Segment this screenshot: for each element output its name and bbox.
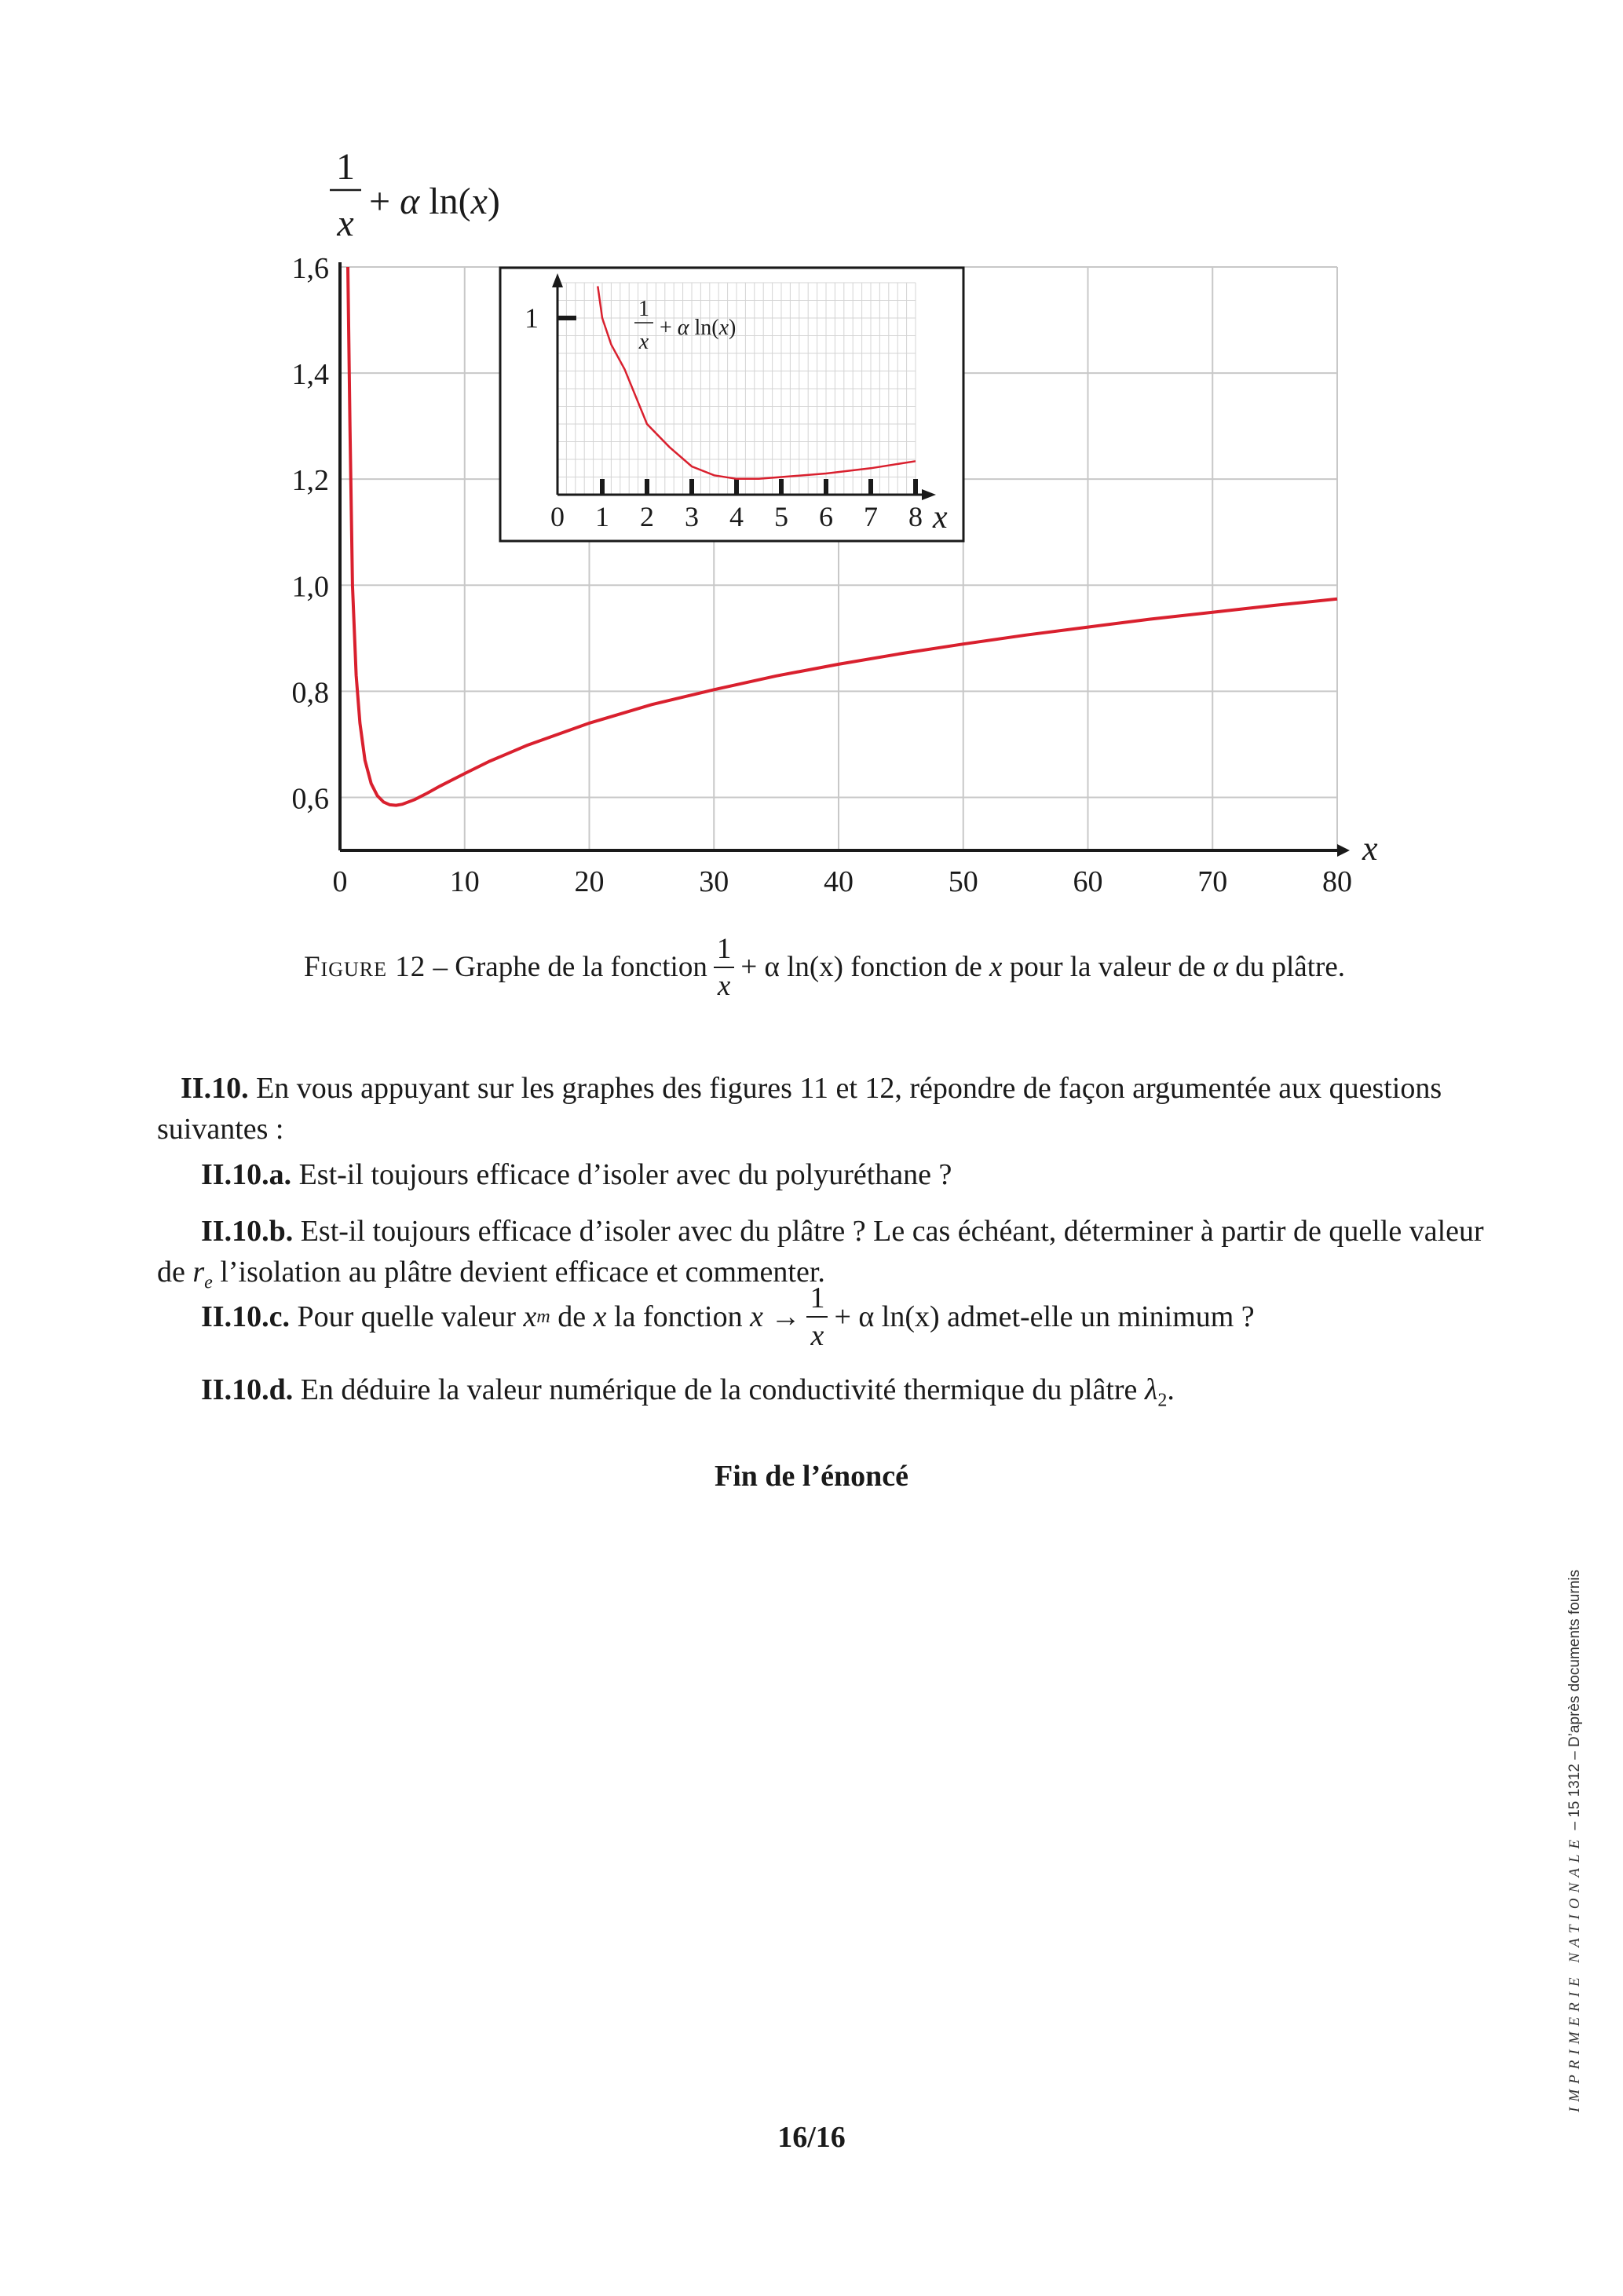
question-number: II.10. xyxy=(181,1072,249,1105)
inset-x-tick-label: 5 xyxy=(774,501,788,532)
question-expr: + α ln(x) xyxy=(834,1300,940,1333)
question-text-4: admet-elle un minimum ? xyxy=(947,1300,1255,1333)
x-tick-label: 30 xyxy=(699,865,729,898)
inset-x-tick-label: 8 xyxy=(908,501,923,532)
question-text-cont: l’isolation au plâtre devient efficace et commenter. xyxy=(220,1256,825,1289)
inset-x-tick-label: 0 xyxy=(550,501,565,532)
inset-title-frac-num: 1 xyxy=(638,297,649,321)
question-ii-10 xyxy=(157,1068,1484,1150)
inset-x-tick-label: 6 xyxy=(819,501,833,532)
caption-expr: + α ln(x) xyxy=(740,951,844,983)
frac-den: x xyxy=(810,1319,824,1352)
caption-frac-num: 1 xyxy=(714,934,735,968)
caption-var-alpha: α xyxy=(1212,951,1229,983)
var-xm: x xyxy=(523,1300,537,1333)
inset-frame xyxy=(500,268,963,541)
x-tick-label: 20 xyxy=(574,865,605,898)
inset-x-tick-label: 7 xyxy=(864,501,878,532)
question-text-3: la fonction xyxy=(614,1300,743,1333)
figure-12-chart xyxy=(0,0,1623,1021)
caption-text-mid: fonction de xyxy=(850,951,982,983)
main-y-axis-title xyxy=(330,146,500,244)
frac-num: 1 xyxy=(806,1283,828,1318)
main-x-axis-label: x xyxy=(1362,829,1378,868)
question-ii-10-c xyxy=(201,1283,1489,1351)
x-tick-label: 60 xyxy=(1073,865,1103,898)
var-x: x xyxy=(593,1300,607,1333)
question-fraction xyxy=(806,1283,828,1351)
inset-x-tick-label: 4 xyxy=(729,501,744,532)
x-tick-label: 70 xyxy=(1197,865,1228,898)
inset-x-tick-label: 3 xyxy=(685,501,699,532)
question-number: II.10.a. xyxy=(201,1158,292,1191)
var-r: r xyxy=(192,1256,205,1289)
inset-x-tick-label: 1 xyxy=(595,501,609,532)
question-text-2: de xyxy=(557,1300,587,1333)
question-number: II.10.d. xyxy=(201,1373,294,1406)
printer-credit xyxy=(1566,1570,1584,2112)
x-axis-arrow xyxy=(1337,844,1350,857)
inset-title-frac-den: x xyxy=(638,330,649,354)
question-number: II.10.c. xyxy=(201,1300,290,1333)
y-tick-label: 1,0 xyxy=(291,570,329,604)
caption-dash: – xyxy=(433,951,448,983)
var-r-sub: e xyxy=(204,1272,213,1293)
question-text: En vous appuyant sur les graphes des figures 11 et 12, répondre de façon argumentée aux questions suivantes : xyxy=(157,1072,1442,1146)
figure-caption xyxy=(157,934,1492,1000)
caption-text-before: Graphe de la fonction xyxy=(455,951,707,983)
printer-name: IMPRIMERIE NATIONALE xyxy=(1566,1834,1583,2112)
question-ii-10-a xyxy=(201,1154,1489,1195)
question-text: Est-il toujours efficace d’isoler avec du polyuréthane ? xyxy=(298,1158,952,1191)
x-tick-label: 10 xyxy=(449,865,480,898)
question-text: Pour quelle valeur xyxy=(297,1300,517,1333)
y-tick-label: 1,6 xyxy=(291,252,329,285)
caption-text-after-2: du plâtre. xyxy=(1235,951,1345,983)
var-lambda-sub: 2 xyxy=(1157,1390,1168,1411)
y-tick-label: 1,4 xyxy=(291,358,329,392)
question-number: II.10.b. xyxy=(201,1215,294,1248)
x-tick-label: 50 xyxy=(948,865,978,898)
y-title-frac-den: x xyxy=(337,203,354,244)
question-end: . xyxy=(1167,1373,1175,1406)
x-tick-label: 40 xyxy=(824,865,854,898)
figure-label: Figure 12 xyxy=(303,951,426,983)
var-lambda: λ xyxy=(1144,1373,1158,1406)
x-tick-label: 80 xyxy=(1322,865,1352,898)
caption-var-x: x xyxy=(989,951,1003,983)
y-title-expr: + α ln(x) xyxy=(369,181,500,222)
x-tick-label: 0 xyxy=(332,865,348,898)
y-tick-label: 1,2 xyxy=(291,464,329,498)
caption-frac-den: x xyxy=(717,970,731,1002)
question-text: En déduire la valeur numérique de la conductivité thermique du plâtre xyxy=(300,1373,1138,1406)
end-of-statement: Fin de l’énoncé xyxy=(715,1460,908,1493)
question-text: Est-il toujours efficace d’isoler avec du plâtre ? Le cas échéant, déterminer à partir de quelle valeur de xyxy=(157,1215,1484,1289)
document-code: – 15 1312 – D’après documents fournis xyxy=(1566,1570,1583,1830)
inset-x-tick-label: 2 xyxy=(640,501,654,532)
page-number: 16/16 xyxy=(777,2121,846,2154)
inset-y-tick-label: 1 xyxy=(525,302,539,334)
inset-grid xyxy=(557,283,916,495)
caption-text-after-1: pour la valeur de xyxy=(1009,951,1206,983)
y-tick-label: 0,8 xyxy=(291,676,329,710)
inset-x-axis-label: x xyxy=(933,499,948,536)
question-ii-10-d xyxy=(201,1369,1489,1421)
y-title-frac-num: 1 xyxy=(336,146,355,188)
inset-chart xyxy=(500,268,963,541)
caption-fraction xyxy=(714,934,735,1000)
inset-title-expr: + α ln(x) xyxy=(660,316,737,340)
map-arrow: x → xyxy=(750,1300,801,1333)
y-tick-label: 0,6 xyxy=(291,782,329,816)
var-xm-sub: m xyxy=(536,1307,550,1327)
